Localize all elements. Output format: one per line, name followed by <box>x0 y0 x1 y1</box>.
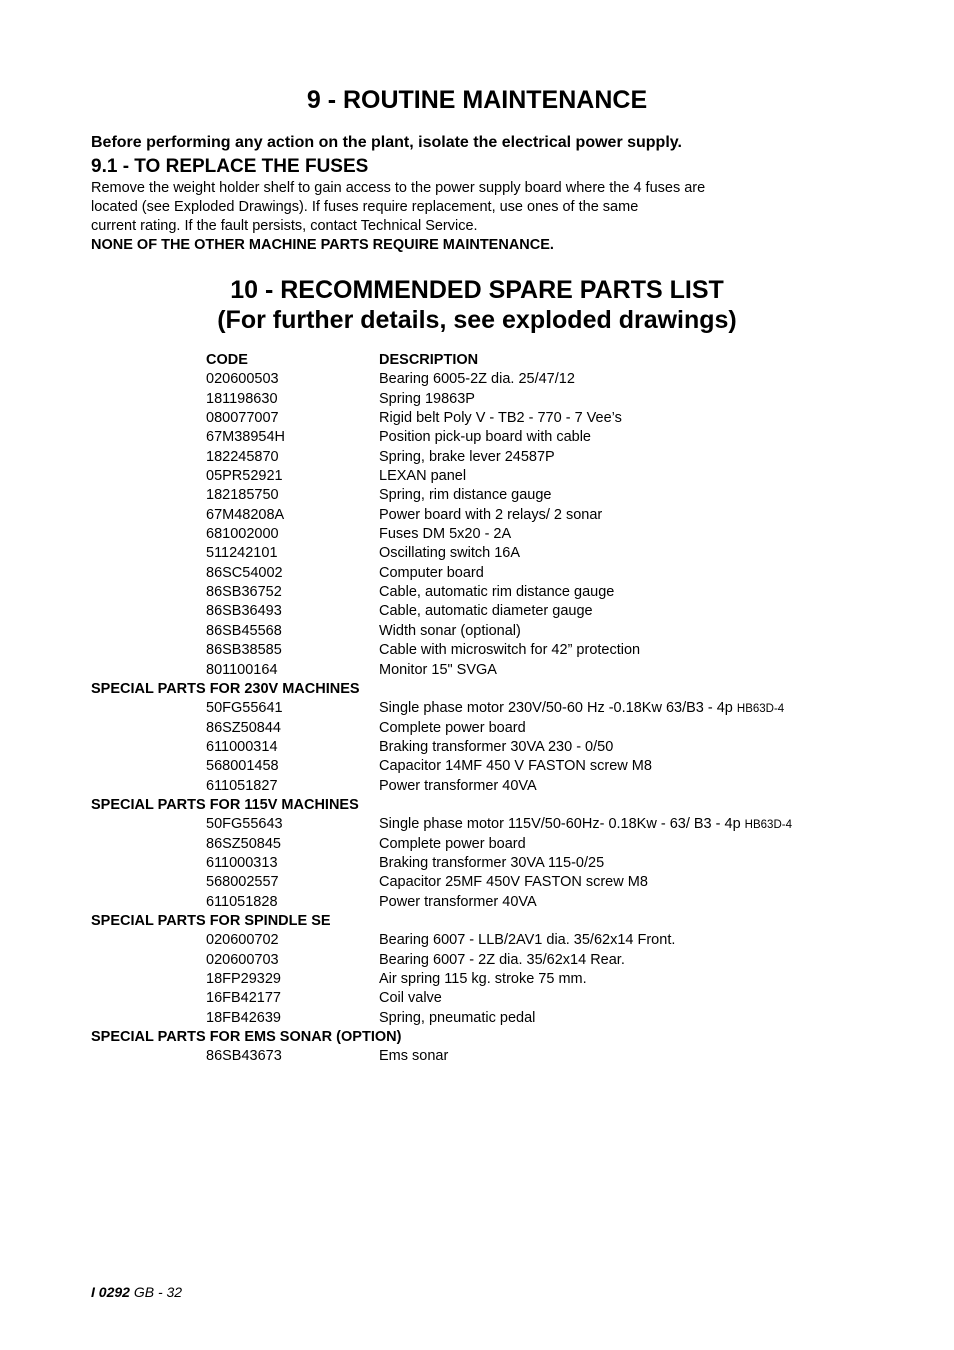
section-heading-row <box>91 680 871 699</box>
part-row <box>91 815 871 834</box>
part-description-text: Cable, automatic rim distance gauge <box>379 584 615 601</box>
section-heading-row <box>91 912 871 931</box>
part-description-text: Capacitor 25MF 450V FASTON screw M8 <box>379 874 648 891</box>
part-row <box>91 738 871 757</box>
part-code: 86SB36493 <box>206 603 282 620</box>
part-row <box>91 525 871 544</box>
part-code: 16FB42177 <box>206 990 281 1007</box>
part-description-text: Air spring 115 kg. stroke 75 mm. <box>379 971 587 987</box>
part-row <box>91 428 871 447</box>
part-description <box>379 390 475 409</box>
part-row <box>91 370 871 389</box>
part-row <box>91 506 871 525</box>
part-row <box>91 777 871 796</box>
instruction-line: Remove the weight holder shelf to gain access to the power supply board where the 4 fuses are <box>91 180 706 196</box>
part-description <box>379 777 537 796</box>
description-column-header: DESCRIPTION <box>379 352 479 368</box>
part-code: 568001458 <box>206 758 279 775</box>
page-footer <box>91 1282 182 1302</box>
part-code: 611000314 <box>206 738 278 755</box>
part-description <box>379 738 613 757</box>
part-code: 020600703 <box>206 951 279 968</box>
part-code: 18FP29329 <box>206 971 281 987</box>
part-description <box>379 951 625 970</box>
part-description-text: Spring 19863P <box>379 390 475 407</box>
section-9-title: 9 - ROUTINE MAINTENANCE <box>306 86 648 114</box>
part-description <box>379 544 520 563</box>
part-description <box>379 641 640 660</box>
part-code: 611000313 <box>206 854 278 871</box>
part-description <box>379 1047 448 1066</box>
part-description-text: Single phase motor 230V/50-60 Hz -0.18Kw 63/B3 - 4p <box>379 700 733 717</box>
part-row <box>91 951 871 970</box>
part-code: 182185750 <box>206 487 279 504</box>
part-description-text: Ems sonar <box>379 1048 449 1065</box>
part-description <box>379 893 537 912</box>
part-description-text: Cable with microswitch for 42” protection <box>379 642 641 659</box>
part-reference: HB63D-4 <box>744 819 792 832</box>
part-code: 86SC54002 <box>206 564 283 581</box>
part-code: 18FB42639 <box>206 1009 281 1026</box>
parts-header-row <box>91 351 871 370</box>
part-description-text: Fuses DM 5x20 - 2A <box>379 526 512 543</box>
fuse-instructions <box>91 179 705 255</box>
part-description <box>379 409 622 428</box>
maintenance-note: NONE OF THE OTHER MACHINE PARTS REQUIRE MAINTENANCE. <box>91 237 554 253</box>
part-row <box>91 641 871 660</box>
part-row <box>91 583 871 602</box>
part-row <box>91 486 871 505</box>
part-code: 801100164 <box>206 661 278 678</box>
part-description <box>379 602 593 621</box>
part-description-text: Power board with 2 relays/ 2 sonar <box>379 506 603 523</box>
part-code: 181198630 <box>206 390 278 407</box>
part-description-text: Power transformer 40VA <box>379 777 537 794</box>
part-row <box>91 602 871 621</box>
part-row <box>91 1009 871 1028</box>
part-code: 05PR52921 <box>206 468 283 485</box>
part-description-text: Spring, brake lever 24587P <box>379 448 555 465</box>
part-description-text: Oscillating switch 16A <box>379 545 521 562</box>
part-code: 080077007 <box>206 410 279 427</box>
part-description <box>379 815 792 835</box>
section-heading-row <box>91 796 871 815</box>
part-code: 86SB38585 <box>206 642 282 659</box>
part-description <box>379 564 484 583</box>
part-row <box>91 970 871 989</box>
part-code: 86SZ50845 <box>206 835 281 852</box>
part-description-text: Bearing 6007 - LLB/2AV1 dia. 35/62x14 Front. <box>379 932 676 949</box>
instruction-line: located (see Exploded Drawings). If fuses require replacement, use ones of the same <box>91 199 639 215</box>
part-row <box>91 1047 871 1066</box>
section-heading: SPECIAL PARTS FOR EMS SONAR (OPTION) <box>91 1029 402 1046</box>
part-row <box>91 757 871 776</box>
part-row <box>91 448 871 467</box>
part-description-text: Capacitor 14MF 450 V FASTON screw M8 <box>379 758 652 775</box>
part-description-text: Bearing 6007 - 2Z dia. 35/62x14 Rear. <box>379 951 625 968</box>
part-code: 86SB43673 <box>206 1048 282 1065</box>
part-row <box>91 719 871 738</box>
part-description <box>379 854 604 873</box>
part-description <box>379 1009 535 1028</box>
part-description <box>379 583 614 602</box>
instruction-line: current rating. If the fault persists, contact Technical Service. <box>91 218 478 234</box>
part-row <box>91 854 871 873</box>
document-code: I 0292 <box>91 1284 130 1300</box>
part-description-text: Complete power board <box>379 835 526 852</box>
part-code: 182245870 <box>206 448 279 465</box>
part-code: 611051827 <box>206 777 278 794</box>
part-code: 50FG55643 <box>206 816 283 833</box>
part-row <box>91 409 871 428</box>
part-code: 86SZ50844 <box>206 719 281 736</box>
part-description-text: Cable, automatic diameter gauge <box>379 603 593 620</box>
part-description-text: Braking transformer 30VA 230 - 0/50 <box>379 738 614 755</box>
part-description-text: Complete power board <box>379 719 526 736</box>
section-heading-row <box>91 1028 871 1047</box>
part-description-text: Monitor 15" SVGA <box>379 661 497 678</box>
part-code: 67M48208A <box>206 506 285 523</box>
part-description <box>379 699 784 719</box>
part-reference: HB63D-4 <box>736 703 785 716</box>
part-code: 86SB45568 <box>206 622 282 639</box>
part-row <box>91 699 871 718</box>
part-code: 568002557 <box>206 874 279 891</box>
part-description <box>379 486 552 505</box>
part-row <box>91 989 871 1008</box>
part-description-text: Bearing 6005-2Z dia. 25/47/12 <box>379 371 575 388</box>
part-row <box>91 544 871 563</box>
part-row <box>91 661 871 680</box>
part-description-text: Rigid belt Poly V - TB2 - 770 - 7 Vee’s <box>379 410 622 427</box>
part-description <box>379 370 575 389</box>
safety-warning: Before performing any action on the plant, isolate the electrical power supply. <box>91 134 682 151</box>
part-code: 020600503 <box>206 371 279 388</box>
part-description <box>379 448 555 467</box>
part-code: 611051828 <box>206 893 278 910</box>
part-row <box>91 564 871 583</box>
part-code: 67M38954H <box>206 429 285 446</box>
code-column-header: CODE <box>206 352 248 368</box>
part-description <box>379 525 511 544</box>
part-row <box>91 873 871 892</box>
part-code: 020600702 <box>206 932 279 949</box>
part-description-text: Computer board <box>379 564 484 581</box>
part-row <box>91 931 871 950</box>
part-description-text: Single phase motor 115V/50-60Hz- 0.18Kw - 63/ B3 - 4p <box>379 816 741 833</box>
part-description-text: Spring, pneumatic pedal <box>379 1009 536 1026</box>
part-description <box>379 661 497 680</box>
part-description <box>379 757 652 776</box>
section-10-subtitle: (For further details, see exploded drawings) <box>217 306 737 334</box>
part-description-text: Spring, rim distance gauge <box>379 487 552 504</box>
part-code: 50FG55641 <box>206 700 283 717</box>
part-description <box>379 989 442 1008</box>
part-row <box>91 893 871 912</box>
part-code: 681002000 <box>206 526 279 543</box>
part-description-text: Width sonar (optional) <box>379 622 521 639</box>
part-description-text: Braking transformer 30VA 115-0/25 <box>379 854 605 871</box>
section-10-title: 10 - RECOMMENDED SPARE PARTS LIST <box>230 276 724 304</box>
part-description <box>379 931 675 950</box>
part-description <box>379 428 591 447</box>
part-description <box>379 835 526 854</box>
part-row <box>91 390 871 409</box>
part-description-text: Coil valve <box>379 990 442 1007</box>
section-heading: SPECIAL PARTS FOR 115V MACHINES <box>91 796 359 813</box>
part-row <box>91 835 871 854</box>
section-heading: SPECIAL PARTS FOR 230V MACHINES <box>91 680 360 697</box>
part-description <box>379 622 521 641</box>
section-9-1-title: 9.1 - TO REPLACE THE FUSES <box>91 156 369 177</box>
part-description-text: Position pick-up board with cable <box>379 429 591 446</box>
part-description <box>379 719 526 738</box>
page-number: GB - 32 <box>133 1284 183 1300</box>
spare-parts-list <box>91 351 871 1067</box>
part-description-text: Power transformer 40VA <box>379 893 537 910</box>
part-row <box>91 467 871 486</box>
part-code: 86SB36752 <box>206 584 282 601</box>
part-description <box>379 970 587 989</box>
part-row <box>91 622 871 641</box>
part-description <box>379 873 648 892</box>
part-description <box>379 467 466 486</box>
part-description-text: LEXAN panel <box>379 468 467 485</box>
section-heading: SPECIAL PARTS FOR SPINDLE SE <box>91 912 331 929</box>
part-code: 511242101 <box>206 545 278 562</box>
part-description <box>379 506 602 525</box>
